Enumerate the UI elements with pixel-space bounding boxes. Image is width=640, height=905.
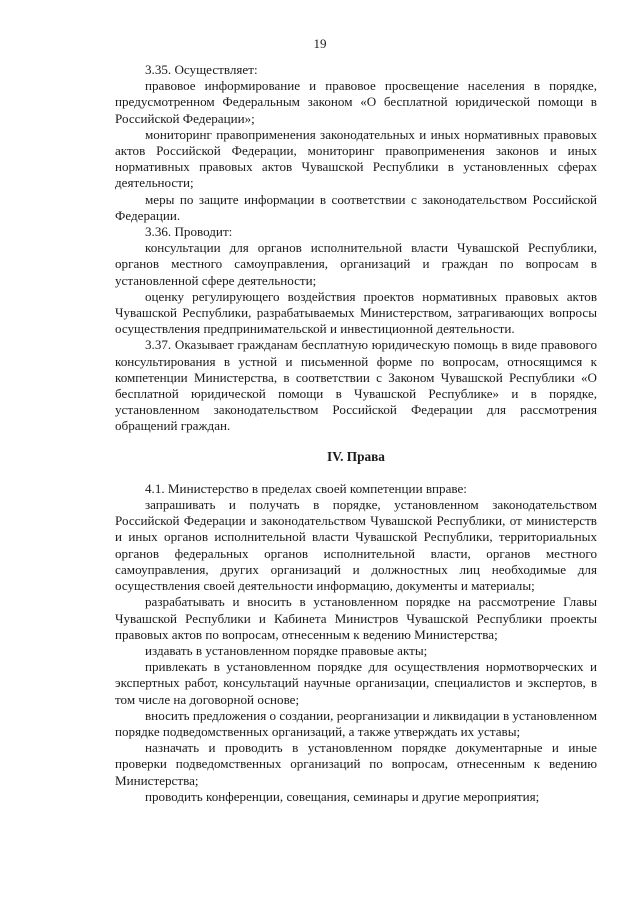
paragraph-3-36: 3.36. Проводит: xyxy=(145,224,233,240)
paragraph-issue-acts: издавать в установленном порядке правовые акты; xyxy=(145,642,428,658)
paragraph-conferences: проводить конференции, совещания, семинары и другие мероприятия; xyxy=(145,788,540,804)
paragraph-4-1: 4.1. Министерство в пределах своей компетенции вправе: xyxy=(145,480,467,496)
paragraph-info-protection: меры по защите информации в соответствии с законодательством Российской Федерации. xyxy=(115,191,597,223)
paragraph-regulatory-assessment: оценку регулирующего воздействия проектов нормативных правовых актов Чувашской Республики, разрабатываемых Министерством, затрагивающих вопросы осуществления предпринимательской и инвестиционной деятельности. xyxy=(115,288,597,337)
paragraph-3-35: 3.35. Осуществляет: xyxy=(145,62,258,77)
paragraph-inspections: назначать и проводить в установленном порядке документарные и иные проверки подведомственных организаций по вопросам, отнесенным к ведению Министерства; xyxy=(115,740,597,788)
paragraph-legal-informing: правовое информирование и правовое просвещение населения в порядке, предусмотренном Федеральным законом «О бесплатной юридической помощи в Российской Федерации»; xyxy=(115,78,597,126)
paragraph-organizations: вносить предложения о создании, реорганизации и ликвидации в установленном порядке подведомственных организаций, а также утверждать их уставы; xyxy=(115,707,597,739)
page-number: 19 xyxy=(313,36,327,51)
document-body xyxy=(115,62,597,805)
paragraph-draft-acts: разрабатывать и вносить в установленном порядке на рассмотрение Главы Чувашской Республики и Кабинета Министров Чувашской Республики проекты правовых актов по вопросам, отнесенным к ведению Министерства; xyxy=(115,594,597,642)
paragraph-monitoring: мониторинг правоприменения законодательных и иных нормативных правовых актов Российской Федерации, мониторинг правоприменения законов и иных нормативных правовых актов Чувашской Республики в установленных сферах деятельности; xyxy=(115,126,597,191)
paragraph-consultations: консультации для органов исполнительной власти Чувашской Республики, органов местного самоуправления, организаций и граждан по вопросам в установленной сфере деятельности; xyxy=(115,240,597,288)
section-heading-rights: IV. Права xyxy=(327,448,385,464)
paragraph-3-37: 3.37. Оказывает гражданам бесплатную юридическую помощь в виде правового консультирования в устной и письменной форме по вопросам, относящимся к компетенции Министерства, в соответствии с Законом Чувашской Республики «О бесплатной юридической помощи в Чувашской Республике» и в порядке, установленном законодательством Российской Федерации для рассмотрения обращений граждан. xyxy=(115,337,597,434)
paragraph-engage-experts: привлекать в установленном порядке для осуществления нормотворческих и экспертных работ, консультаций научные организации, специалистов и экспертов, в том числе на договорной основе; xyxy=(115,659,597,707)
paragraph-request-info: запрашивать и получать в порядке, установленном законодательством Российской Федерации и законодательством Чувашской Республики, от министерств и иных органов исполнительной власти Чувашской Республики, территориальных органов федеральных органов исполнительной власти, органов местного самоуправления, других организаций и должностных лиц необходимые для осуществления своей деятельности информацию, документы и материалы; xyxy=(115,497,597,594)
